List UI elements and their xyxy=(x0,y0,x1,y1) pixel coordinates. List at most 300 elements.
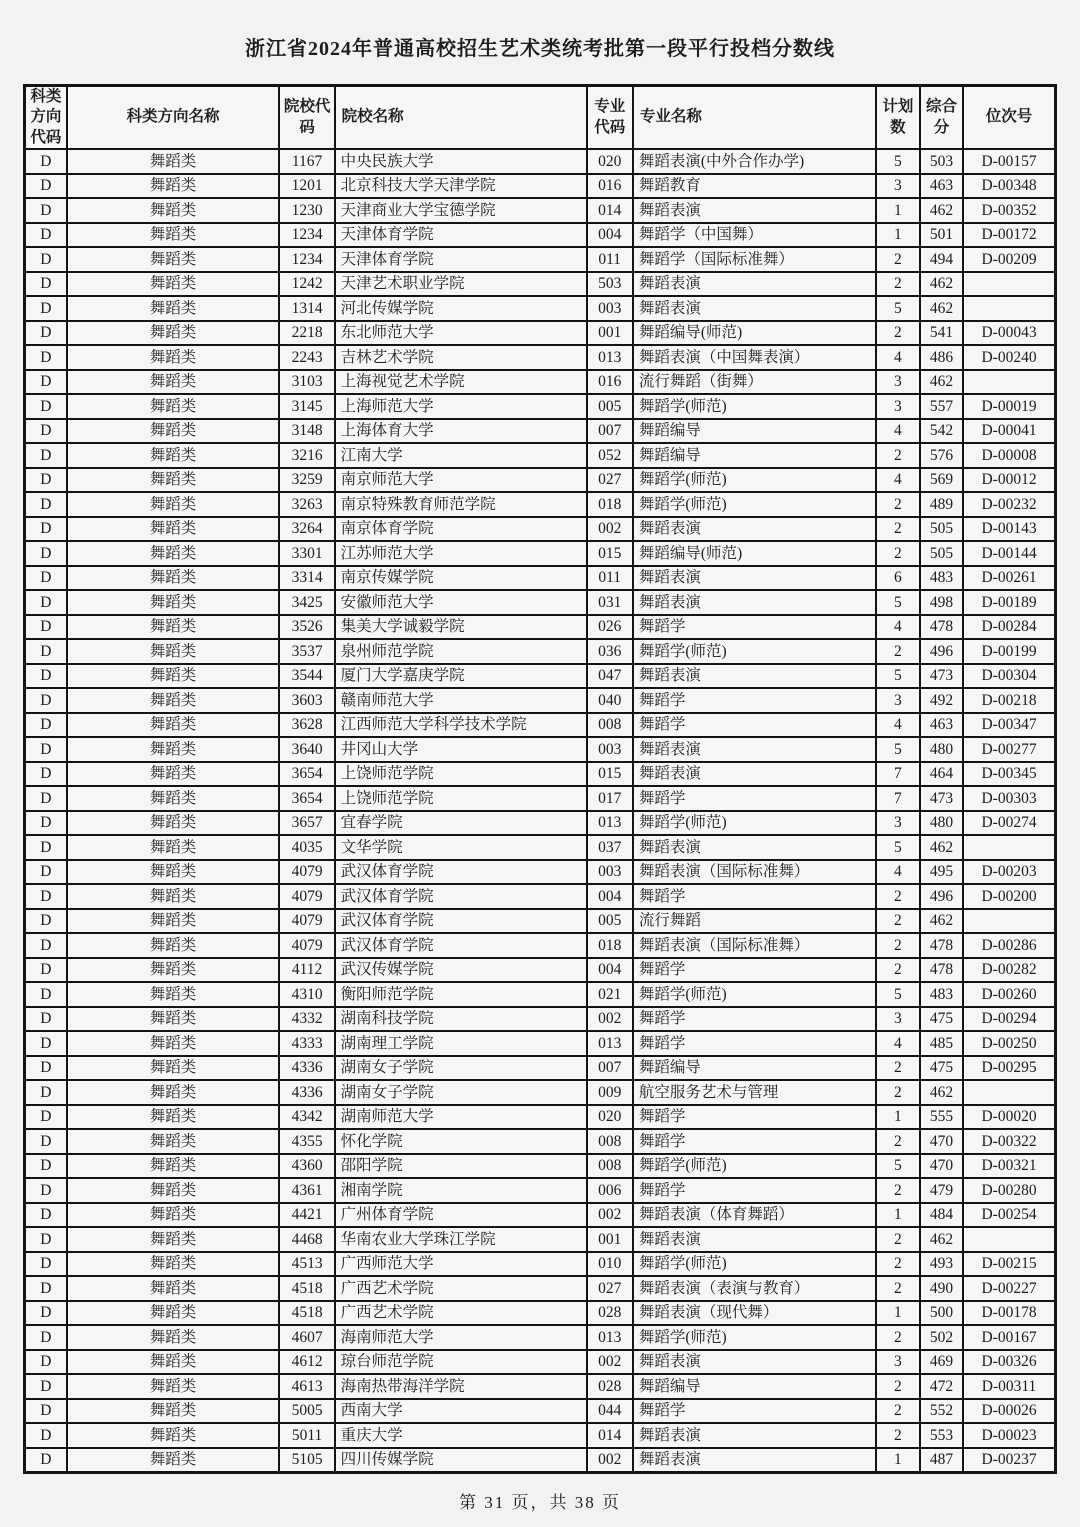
cell-major-name: 舞蹈学 xyxy=(633,1031,876,1056)
cell-college-code: 4421 xyxy=(279,1203,334,1228)
cell-college-name: 江苏师范大学 xyxy=(335,541,587,566)
cell-major-code: 001 xyxy=(587,321,633,346)
cell-category-direction-name: 舞蹈类 xyxy=(67,1423,280,1448)
cell-major-code: 005 xyxy=(587,909,633,934)
cell-category-direction-code: D xyxy=(25,272,67,297)
cell-major-code: 016 xyxy=(587,370,633,395)
cell-major-code: 011 xyxy=(587,566,633,591)
cell-college-code: 4112 xyxy=(279,958,334,983)
cell-major-code: 004 xyxy=(587,884,633,909)
cell-college-code: 4336 xyxy=(279,1056,334,1081)
cell-category-direction-code: D xyxy=(25,1105,67,1130)
cell-composite-score: 496 xyxy=(920,639,963,664)
cell-category-direction-code: D xyxy=(25,492,67,517)
cell-college-name: 江西师范大学科学技术学院 xyxy=(335,713,587,738)
cell-composite-score: 469 xyxy=(920,1350,963,1375)
cell-plan-count: 2 xyxy=(876,272,920,297)
cell-category-direction-name: 舞蹈类 xyxy=(67,1129,280,1154)
cell-composite-score: 462 xyxy=(920,370,963,395)
cell-rank-number: D-00167 xyxy=(963,1325,1055,1350)
cell-college-code: 4607 xyxy=(279,1325,334,1350)
cell-major-code: 011 xyxy=(587,247,633,272)
cell-major-code: 007 xyxy=(587,419,633,444)
cell-college-name: 衡阳师范学院 xyxy=(335,982,587,1007)
table-row xyxy=(25,688,1056,713)
cell-plan-count: 2 xyxy=(876,1178,920,1203)
cell-category-direction-code: D xyxy=(25,1448,67,1473)
cell-rank-number: D-00294 xyxy=(963,1007,1055,1032)
cell-college-code: 4342 xyxy=(279,1105,334,1130)
cell-rank-number xyxy=(963,1080,1055,1105)
cell-major-code: 014 xyxy=(587,198,633,223)
cell-major-code: 008 xyxy=(587,713,633,738)
cell-rank-number: D-00012 xyxy=(963,468,1055,493)
cell-category-direction-name: 舞蹈类 xyxy=(67,835,280,860)
table-row xyxy=(25,1154,1056,1179)
cell-rank-number: D-00209 xyxy=(963,247,1055,272)
cell-category-direction-code: D xyxy=(25,1056,67,1081)
cell-major-name: 舞蹈学(师范) xyxy=(633,468,876,493)
cell-category-direction-code: D xyxy=(25,1423,67,1448)
cell-composite-score: 493 xyxy=(920,1252,963,1277)
cell-composite-score: 553 xyxy=(920,1423,963,1448)
header-category-direction-name: 科类方向名称 xyxy=(67,86,280,150)
cell-major-code: 003 xyxy=(587,860,633,885)
cell-major-name: 舞蹈表演 xyxy=(633,590,876,615)
cell-composite-score: 475 xyxy=(920,1007,963,1032)
cell-composite-score: 484 xyxy=(920,1203,963,1228)
cell-college-code: 3640 xyxy=(279,737,334,762)
cell-plan-count: 1 xyxy=(876,1105,920,1130)
cell-composite-score: 541 xyxy=(920,321,963,346)
cell-major-code: 003 xyxy=(587,296,633,321)
cell-composite-score: 463 xyxy=(920,174,963,199)
cell-composite-score: 470 xyxy=(920,1154,963,1179)
cell-category-direction-code: D xyxy=(25,1325,67,1350)
header-category-direction-code: 科类方向代码 xyxy=(25,86,67,150)
cell-composite-score: 501 xyxy=(920,223,963,248)
cell-college-code: 3603 xyxy=(279,688,334,713)
cell-college-name: 四川传媒学院 xyxy=(335,1448,587,1473)
cell-college-code: 4336 xyxy=(279,1080,334,1105)
cell-composite-score: 500 xyxy=(920,1301,963,1326)
cell-major-name: 舞蹈表演 xyxy=(633,762,876,787)
cell-major-name: 舞蹈学 xyxy=(633,1399,876,1424)
cell-rank-number xyxy=(963,296,1055,321)
cell-category-direction-code: D xyxy=(25,762,67,787)
cell-category-direction-name: 舞蹈类 xyxy=(67,713,280,738)
cell-plan-count: 2 xyxy=(876,492,920,517)
table-row xyxy=(25,590,1056,615)
cell-plan-count: 7 xyxy=(876,786,920,811)
page-number-text: 第 31 页，共 38 页 xyxy=(459,1493,621,1513)
cell-college-name: 井冈山大学 xyxy=(335,737,587,762)
cell-composite-score: 505 xyxy=(920,541,963,566)
cell-rank-number: D-00178 xyxy=(963,1301,1055,1326)
cell-major-code: 007 xyxy=(587,1056,633,1081)
cell-major-name: 舞蹈表演 xyxy=(633,272,876,297)
cell-rank-number: D-00254 xyxy=(963,1203,1055,1228)
cell-plan-count: 4 xyxy=(876,345,920,370)
cell-category-direction-code: D xyxy=(25,664,67,689)
table-row xyxy=(25,713,1056,738)
cell-plan-count: 1 xyxy=(876,1203,920,1228)
cell-college-name: 赣南师范大学 xyxy=(335,688,587,713)
cell-composite-score: 463 xyxy=(920,713,963,738)
cell-category-direction-code: D xyxy=(25,1399,67,1424)
cell-plan-count: 6 xyxy=(876,566,920,591)
cell-category-direction-name: 舞蹈类 xyxy=(67,296,280,321)
cell-rank-number xyxy=(963,1227,1055,1252)
cell-category-direction-code: D xyxy=(25,860,67,885)
cell-category-direction-code: D xyxy=(25,590,67,615)
cell-college-code: 3301 xyxy=(279,541,334,566)
cell-category-direction-code: D xyxy=(25,958,67,983)
cell-category-direction-name: 舞蹈类 xyxy=(67,884,280,909)
cell-category-direction-code: D xyxy=(25,247,67,272)
cell-college-code: 4332 xyxy=(279,1007,334,1032)
cell-major-code: 026 xyxy=(587,615,633,640)
table-row xyxy=(25,174,1056,199)
cell-plan-count: 3 xyxy=(876,1007,920,1032)
cell-composite-score: 495 xyxy=(920,860,963,885)
page-footer xyxy=(0,1488,1080,1513)
cell-category-direction-name: 舞蹈类 xyxy=(67,1031,280,1056)
table-row xyxy=(25,1105,1056,1130)
cell-category-direction-name: 舞蹈类 xyxy=(67,1301,280,1326)
cell-college-code: 3103 xyxy=(279,370,334,395)
cell-college-name: 武汉传媒学院 xyxy=(335,958,587,983)
cell-rank-number: D-00232 xyxy=(963,492,1055,517)
cell-college-code: 3654 xyxy=(279,762,334,787)
cell-major-name: 舞蹈表演 xyxy=(633,566,876,591)
cell-major-name: 舞蹈表演 xyxy=(633,296,876,321)
cell-major-code: 002 xyxy=(587,1448,633,1473)
cell-college-name: 上饶师范学院 xyxy=(335,762,587,787)
cell-category-direction-code: D xyxy=(25,1007,67,1032)
cell-rank-number: D-00237 xyxy=(963,1448,1055,1473)
cell-category-direction-code: D xyxy=(25,1301,67,1326)
cell-major-code: 002 xyxy=(587,1350,633,1375)
cell-category-direction-code: D xyxy=(25,1178,67,1203)
cell-plan-count: 3 xyxy=(876,394,920,419)
cell-composite-score: 503 xyxy=(920,149,963,174)
table-row xyxy=(25,615,1056,640)
cell-plan-count: 5 xyxy=(876,982,920,1007)
cell-major-name: 舞蹈表演 xyxy=(633,517,876,542)
header-plan-count: 计划数 xyxy=(876,86,920,150)
table-row xyxy=(25,321,1056,346)
cell-major-name: 舞蹈学(师范) xyxy=(633,394,876,419)
cell-category-direction-name: 舞蹈类 xyxy=(67,370,280,395)
cell-category-direction-code: D xyxy=(25,223,67,248)
cell-plan-count: 4 xyxy=(876,419,920,444)
table-row xyxy=(25,860,1056,885)
cell-college-name: 怀化学院 xyxy=(335,1129,587,1154)
cell-plan-count: 2 xyxy=(876,1325,920,1350)
table-row xyxy=(25,1325,1056,1350)
cell-plan-count: 5 xyxy=(876,1154,920,1179)
cell-college-code: 4361 xyxy=(279,1178,334,1203)
table-row xyxy=(25,1374,1056,1399)
cell-category-direction-code: D xyxy=(25,811,67,836)
cell-rank-number: D-00026 xyxy=(963,1399,1055,1424)
cell-category-direction-code: D xyxy=(25,1374,67,1399)
cell-composite-score: 569 xyxy=(920,468,963,493)
cell-major-code: 005 xyxy=(587,394,633,419)
cell-major-name: 舞蹈表演(中外合作办学) xyxy=(633,149,876,174)
cell-plan-count: 2 xyxy=(876,1374,920,1399)
cell-major-code: 021 xyxy=(587,982,633,1007)
cell-college-code: 4513 xyxy=(279,1252,334,1277)
cell-category-direction-code: D xyxy=(25,835,67,860)
cell-rank-number: D-00345 xyxy=(963,762,1055,787)
cell-college-name: 上海师范大学 xyxy=(335,394,587,419)
cell-category-direction-code: D xyxy=(25,443,67,468)
cell-major-name: 舞蹈表演（中国舞表演） xyxy=(633,345,876,370)
cell-category-direction-code: D xyxy=(25,982,67,1007)
cell-rank-number: D-00019 xyxy=(963,394,1055,419)
cell-college-name: 邵阳学院 xyxy=(335,1154,587,1179)
table-row xyxy=(25,811,1056,836)
cell-major-name: 舞蹈表演（表演与教育） xyxy=(633,1276,876,1301)
cell-major-code: 028 xyxy=(587,1301,633,1326)
cell-category-direction-code: D xyxy=(25,394,67,419)
table-row xyxy=(25,909,1056,934)
cell-plan-count: 2 xyxy=(876,541,920,566)
cell-plan-count: 2 xyxy=(876,247,920,272)
cell-college-name: 海南师范大学 xyxy=(335,1325,587,1350)
cell-rank-number xyxy=(963,370,1055,395)
cell-college-code: 3314 xyxy=(279,566,334,591)
cell-composite-score: 498 xyxy=(920,590,963,615)
table-row xyxy=(25,1007,1056,1032)
cell-major-code: 003 xyxy=(587,737,633,762)
cell-college-name: 南京体育学院 xyxy=(335,517,587,542)
cell-category-direction-name: 舞蹈类 xyxy=(67,1252,280,1277)
cell-plan-count: 4 xyxy=(876,713,920,738)
cell-college-code: 5105 xyxy=(279,1448,334,1473)
cell-college-code: 3216 xyxy=(279,443,334,468)
cell-college-name: 天津商业大学宝德学院 xyxy=(335,198,587,223)
cell-composite-score: 462 xyxy=(920,272,963,297)
cell-category-direction-name: 舞蹈类 xyxy=(67,1448,280,1473)
cell-plan-count: 4 xyxy=(876,468,920,493)
cell-category-direction-name: 舞蹈类 xyxy=(67,909,280,934)
cell-major-code: 044 xyxy=(587,1399,633,1424)
cell-category-direction-name: 舞蹈类 xyxy=(67,394,280,419)
cell-rank-number: D-00250 xyxy=(963,1031,1055,1056)
cell-major-code: 001 xyxy=(587,1227,633,1252)
cell-category-direction-code: D xyxy=(25,198,67,223)
cell-college-name: 重庆大学 xyxy=(335,1423,587,1448)
cell-major-name: 舞蹈学 xyxy=(633,1129,876,1154)
table-row xyxy=(25,149,1056,174)
cell-composite-score: 487 xyxy=(920,1448,963,1473)
cell-college-code: 3526 xyxy=(279,615,334,640)
cell-composite-score: 462 xyxy=(920,1227,963,1252)
cell-category-direction-name: 舞蹈类 xyxy=(67,615,280,640)
cell-major-name: 舞蹈编导 xyxy=(633,419,876,444)
cell-college-code: 4518 xyxy=(279,1276,334,1301)
table-row xyxy=(25,1056,1056,1081)
cell-category-direction-name: 舞蹈类 xyxy=(67,860,280,885)
table-row xyxy=(25,1276,1056,1301)
cell-major-code: 004 xyxy=(587,958,633,983)
cell-composite-score: 494 xyxy=(920,247,963,272)
cell-major-code: 020 xyxy=(587,149,633,174)
cell-rank-number: D-00020 xyxy=(963,1105,1055,1130)
cell-composite-score: 576 xyxy=(920,443,963,468)
table-row xyxy=(25,566,1056,591)
cell-major-name: 舞蹈学 xyxy=(633,713,876,738)
table-row xyxy=(25,247,1056,272)
cell-college-code: 4079 xyxy=(279,909,334,934)
cell-college-name: 南京师范大学 xyxy=(335,468,587,493)
cell-rank-number: D-00284 xyxy=(963,615,1055,640)
cell-category-direction-name: 舞蹈类 xyxy=(67,639,280,664)
cell-category-direction-code: D xyxy=(25,370,67,395)
cell-major-code: 036 xyxy=(587,639,633,664)
cell-rank-number: D-00023 xyxy=(963,1423,1055,1448)
cell-major-name: 舞蹈学(师范) xyxy=(633,1325,876,1350)
cell-college-code: 1234 xyxy=(279,247,334,272)
cell-plan-count: 4 xyxy=(876,1031,920,1056)
cell-major-code: 052 xyxy=(587,443,633,468)
table-row xyxy=(25,468,1056,493)
cell-composite-score: 496 xyxy=(920,884,963,909)
cell-major-code: 503 xyxy=(587,272,633,297)
cell-college-code: 1167 xyxy=(279,149,334,174)
cell-plan-count: 1 xyxy=(876,1448,920,1473)
cell-college-name: 湖南女子学院 xyxy=(335,1080,587,1105)
cell-category-direction-code: D xyxy=(25,1276,67,1301)
cell-category-direction-name: 舞蹈类 xyxy=(67,174,280,199)
cell-rank-number: D-00322 xyxy=(963,1129,1055,1154)
cell-category-direction-code: D xyxy=(25,1252,67,1277)
table-row xyxy=(25,982,1056,1007)
cell-rank-number: D-00043 xyxy=(963,321,1055,346)
cell-rank-number: D-00172 xyxy=(963,223,1055,248)
cell-college-code: 1242 xyxy=(279,272,334,297)
cell-major-code: 037 xyxy=(587,835,633,860)
cell-college-code: 2243 xyxy=(279,345,334,370)
cell-major-code: 008 xyxy=(587,1154,633,1179)
cell-college-name: 南京传媒学院 xyxy=(335,566,587,591)
cell-category-direction-code: D xyxy=(25,541,67,566)
cell-category-direction-name: 舞蹈类 xyxy=(67,982,280,1007)
cell-rank-number: D-00277 xyxy=(963,737,1055,762)
cell-rank-number: D-00274 xyxy=(963,811,1055,836)
cell-category-direction-name: 舞蹈类 xyxy=(67,223,280,248)
cell-rank-number: D-00041 xyxy=(963,419,1055,444)
table-row xyxy=(25,272,1056,297)
cell-college-code: 4355 xyxy=(279,1129,334,1154)
cell-college-name: 东北师范大学 xyxy=(335,321,587,346)
cell-college-name: 广西师范大学 xyxy=(335,1252,587,1277)
table-row xyxy=(25,345,1056,370)
cell-category-direction-name: 舞蹈类 xyxy=(67,762,280,787)
cell-rank-number: D-00347 xyxy=(963,713,1055,738)
cell-major-name: 舞蹈表演 xyxy=(633,737,876,762)
cell-plan-count: 2 xyxy=(876,321,920,346)
cell-rank-number: D-00008 xyxy=(963,443,1055,468)
cell-rank-number: D-00321 xyxy=(963,1154,1055,1179)
cell-major-code: 002 xyxy=(587,1007,633,1032)
table-row xyxy=(25,1080,1056,1105)
cell-rank-number: D-00215 xyxy=(963,1252,1055,1277)
cell-major-code: 047 xyxy=(587,664,633,689)
cell-plan-count: 2 xyxy=(876,1056,920,1081)
cell-plan-count: 2 xyxy=(876,517,920,542)
cell-major-code: 027 xyxy=(587,468,633,493)
cell-plan-count: 2 xyxy=(876,884,920,909)
cell-rank-number: D-00261 xyxy=(963,566,1055,591)
cell-major-code: 013 xyxy=(587,811,633,836)
cell-rank-number: D-00157 xyxy=(963,149,1055,174)
cell-rank-number xyxy=(963,272,1055,297)
cell-category-direction-code: D xyxy=(25,884,67,909)
cell-composite-score: 486 xyxy=(920,345,963,370)
cell-rank-number: D-00352 xyxy=(963,198,1055,223)
cell-major-name: 舞蹈学(师范) xyxy=(633,639,876,664)
cell-composite-score: 490 xyxy=(920,1276,963,1301)
cell-category-direction-name: 舞蹈类 xyxy=(67,247,280,272)
cell-major-name: 舞蹈学 xyxy=(633,1178,876,1203)
cell-major-code: 020 xyxy=(587,1105,633,1130)
cell-college-name: 湖南理工学院 xyxy=(335,1031,587,1056)
cell-college-code: 4518 xyxy=(279,1301,334,1326)
cell-college-code: 4612 xyxy=(279,1350,334,1375)
cell-category-direction-code: D xyxy=(25,419,67,444)
cell-plan-count: 1 xyxy=(876,223,920,248)
table-header xyxy=(25,86,1056,150)
cell-college-code: 4079 xyxy=(279,860,334,885)
cell-category-direction-code: D xyxy=(25,639,67,664)
header-rank-number: 位次号 xyxy=(963,86,1055,150)
cell-category-direction-name: 舞蹈类 xyxy=(67,443,280,468)
cell-college-code: 3657 xyxy=(279,811,334,836)
cell-category-direction-name: 舞蹈类 xyxy=(67,517,280,542)
cell-category-direction-name: 舞蹈类 xyxy=(67,1227,280,1252)
cell-category-direction-name: 舞蹈类 xyxy=(67,590,280,615)
table-row xyxy=(25,443,1056,468)
cell-category-direction-name: 舞蹈类 xyxy=(67,688,280,713)
cell-plan-count: 3 xyxy=(876,174,920,199)
cell-college-name: 广西艺术学院 xyxy=(335,1301,587,1326)
cell-college-code: 5011 xyxy=(279,1423,334,1448)
cell-major-name: 舞蹈表演 xyxy=(633,664,876,689)
cell-major-name: 流行舞蹈 xyxy=(633,909,876,934)
cell-college-name: 广西艺术学院 xyxy=(335,1276,587,1301)
cell-major-name: 舞蹈学(师范) xyxy=(633,982,876,1007)
cell-major-name: 舞蹈表演（国际标准舞） xyxy=(633,933,876,958)
cell-composite-score: 473 xyxy=(920,786,963,811)
cell-rank-number xyxy=(963,909,1055,934)
cell-composite-score: 505 xyxy=(920,517,963,542)
cell-plan-count: 2 xyxy=(876,1080,920,1105)
cell-major-code: 002 xyxy=(587,517,633,542)
cell-major-code: 002 xyxy=(587,1203,633,1228)
cell-plan-count: 4 xyxy=(876,615,920,640)
cell-rank-number: D-00303 xyxy=(963,786,1055,811)
header-composite-score: 综合分 xyxy=(920,86,963,150)
cell-college-code: 3148 xyxy=(279,419,334,444)
cell-composite-score: 489 xyxy=(920,492,963,517)
cell-category-direction-name: 舞蹈类 xyxy=(67,1154,280,1179)
cell-plan-count: 2 xyxy=(876,443,920,468)
cell-category-direction-name: 舞蹈类 xyxy=(67,1007,280,1032)
